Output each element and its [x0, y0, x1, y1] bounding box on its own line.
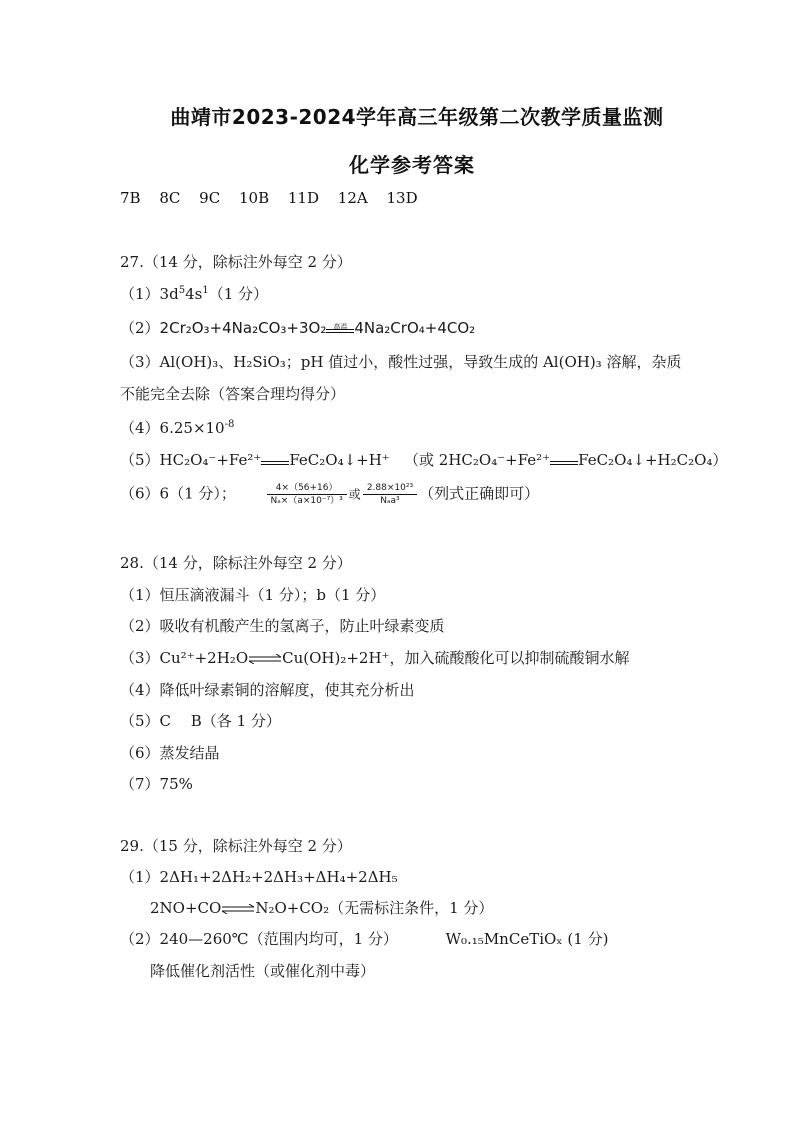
- q27-a1-note: （1 分）: [208, 285, 269, 303]
- q27-a1-config-b: 4s: [185, 285, 203, 303]
- q27-answer-3-cont: 不能完全去除（答案合理均得分）: [120, 385, 346, 403]
- q27-a3-text: Al(OH)₃、H₂SiO₃；pH 值过小，酸性过强，导致生成的 Al(OH)₃ 溶解，杂质: [159, 353, 682, 371]
- q29-a2-catalyst: W₀.₁₅MnCeTiOₓ (1 分): [445, 930, 609, 948]
- q27-header: 27.（14 分，除标注外每空 2 分）: [120, 253, 352, 271]
- mc-answer: 8C: [159, 189, 181, 207]
- q27-a4-exponent: -8: [224, 419, 235, 430]
- reversible-arrow-icon: [248, 654, 282, 664]
- q27-a4-value: 6.25×10: [159, 419, 225, 437]
- q29-a1-text: 2ΔH₁+2ΔH₂+2ΔH₃+ΔH₄+2ΔH₅: [159, 868, 398, 886]
- q27-answer-3: [120, 352, 681, 372]
- reversible-arrow-icon: [221, 904, 255, 914]
- fraction-denominator: Nₐa³: [380, 496, 400, 506]
- q27-a2-reactants: 2Cr₂O₃+4Na₂CO₃+3O₂: [159, 319, 327, 337]
- q27-a6-note: （列式正确即可）: [419, 484, 540, 503]
- q27-a2-products: 4Na₂CrO₄+4CO₂: [354, 319, 476, 337]
- fraction-denominator: Nₐ×（a×10⁻⁷）³: [270, 496, 343, 506]
- q27-answer-6: [120, 482, 539, 507]
- q28-answer-5: （5）C B（各 1 分）: [120, 712, 281, 730]
- mc-answer: 9C: [199, 189, 221, 207]
- multiple-choice-answers: [120, 189, 432, 207]
- q29-answer-1b: [150, 898, 493, 918]
- q29-a1b-left: 2NO+CO: [150, 899, 222, 917]
- fraction-numerator: 4×（56+16）: [267, 482, 347, 495]
- q29-a1b-right: N₂O+CO₂（无需标注条件，1 分）: [255, 899, 494, 917]
- reaction-condition: 高温: [333, 323, 348, 331]
- q28-answer-3: [120, 648, 629, 668]
- q27-a5-label: （5）: [120, 451, 160, 469]
- q29-answer-1: [120, 867, 398, 887]
- q29-answer-2b: 降低催化剂活性（或催化剂中毒）: [150, 962, 376, 980]
- q29-a2-text: 240—260℃（范围内均可，1 分）: [159, 930, 398, 948]
- mc-answer: 13D: [386, 189, 418, 207]
- q27-a5-alt-right: FeC₂O₄↓+H₂C₂O₄）: [578, 451, 728, 469]
- q27-a6-text: 6（1 分）；: [159, 484, 236, 503]
- mc-answer: 11D: [287, 189, 320, 207]
- equals-arrow-icon: [326, 323, 354, 333]
- q27-a5-eq1-left: HC₂O₄⁻+Fe²⁺: [159, 451, 262, 469]
- q27-a4-label: （4）: [120, 419, 160, 437]
- q28-answer-1: （1）恒压滴液漏斗（1 分）；b（1 分）: [120, 586, 386, 604]
- q27-a5-eq1-right: FeC₂O₄↓+H⁺: [289, 451, 390, 469]
- q27-a6-label: （6）: [120, 484, 160, 503]
- q27-a5-alt-left: （或 2HC₂O₄⁻+Fe²⁺: [404, 451, 551, 469]
- q28-answer-6: （6）蒸发结晶: [120, 744, 220, 762]
- q27-a1-sup: 5: [178, 285, 186, 296]
- q29-a2-label: （2）: [120, 930, 160, 948]
- document-subtitle: 化学参考答案: [349, 153, 475, 177]
- q27-a6-or: 或: [348, 487, 361, 502]
- q28-a3-right: Cu(OH)₂+2H⁺，加入硫酸酸化可以抑制硫酸铜水解: [282, 649, 630, 667]
- fraction-numerator: 2.88×10²³: [363, 482, 417, 495]
- q29-answer-2: [120, 929, 608, 949]
- q27-answer-4: [120, 418, 234, 438]
- document-title: 曲靖市2023-2024学年高三年级第二次教学质量监测: [170, 105, 664, 129]
- q27-a6-fraction-1: [267, 482, 347, 507]
- q28-header: 28.（14 分，除标注外每空 2 分）: [120, 554, 352, 572]
- q27-a1-config: 3d: [159, 285, 179, 303]
- q28-a3-label: （3）: [120, 649, 160, 667]
- equals-arrow-icon: [550, 458, 578, 465]
- q27-a3-label: （3）: [120, 353, 160, 371]
- q27-a2-label: （2）: [120, 319, 160, 337]
- q28-answer-4: （4）降低叶绿素铜的溶解度，使其充分析出: [120, 681, 415, 699]
- mc-answer: 10B: [238, 189, 270, 207]
- q27-a1-sup-b: 1: [202, 285, 209, 296]
- mc-answer: 12A: [337, 189, 368, 207]
- q29-a1-label: （1）: [120, 868, 160, 886]
- q27-answer-1: [120, 284, 268, 304]
- q27-a1-label: （1）: [120, 285, 160, 303]
- q28-answer-7: （7）75%: [120, 775, 193, 793]
- equals-arrow-icon: [261, 458, 289, 465]
- q29-header: 29.（15 分，除标注外每空 2 分）: [120, 837, 352, 855]
- q27-answer-2: [120, 318, 475, 338]
- q27-answer-5: [120, 450, 727, 470]
- q28-answer-2: （2）吸收有机酸产生的氢离子，防止叶绿素变质: [120, 617, 445, 635]
- q27-a6-fraction-2: [363, 482, 417, 507]
- q28-a3-left: Cu²⁺+2H₂O: [159, 649, 249, 667]
- mc-answer: 7B: [120, 189, 141, 207]
